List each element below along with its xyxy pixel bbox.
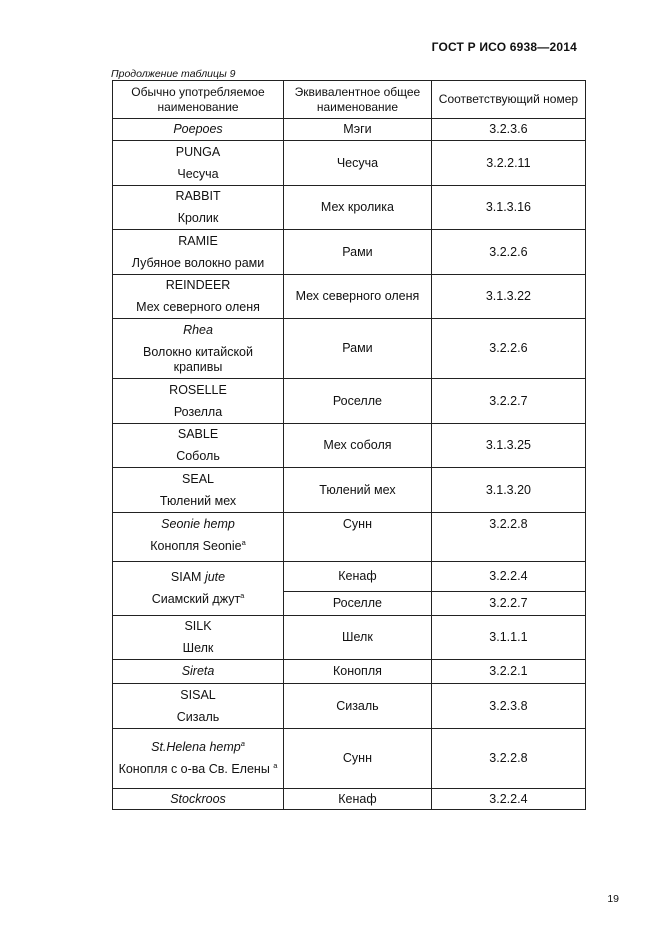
equivalent-name-cell: Чесуча (284, 141, 432, 186)
name-latin: Seonie hemp (161, 517, 235, 531)
equivalent-name-cell: Сунн (284, 513, 432, 562)
table-row (113, 119, 586, 141)
equivalent-name-cell: Рами (284, 319, 432, 379)
number-cell: 3.2.2.8 (431, 729, 585, 789)
common-name-cell (113, 186, 284, 230)
table-row (113, 789, 586, 810)
common-name-cell (113, 379, 284, 424)
name-latin: PUNGA (175, 144, 221, 159)
common-name-cell (113, 319, 284, 379)
number-cell: 3.1.1.1 (431, 616, 585, 660)
number-cell: 3.2.2.6 (431, 230, 585, 275)
number-cell: 3.2.3.8 (431, 684, 585, 729)
name-russian: Кролик (177, 211, 219, 225)
number-cell: 3.2.2.7 (431, 379, 585, 424)
number-cell: 3.2.3.6 (431, 119, 585, 141)
common-name-cell (113, 684, 284, 729)
name-russian: Шелк (182, 641, 214, 655)
common-name-cell (113, 468, 284, 513)
common-name-cell (113, 513, 284, 562)
common-name-cell (113, 424, 284, 468)
fiber-names-table (112, 80, 586, 810)
name-latin: RABBIT (175, 189, 221, 203)
equivalent-name-cell: Роселле (284, 592, 432, 616)
number-cell: 3.1.3.16 (431, 186, 585, 230)
common-name-cell (113, 141, 284, 186)
common-name-cell (113, 119, 284, 141)
common-name-cell (113, 616, 284, 660)
name-russian: Волокно китайской крапивы (143, 344, 253, 374)
equivalent-name-cell: Рами (284, 230, 432, 275)
number-cell: 3.1.3.20 (431, 468, 585, 513)
table-row (113, 729, 586, 789)
table-row (113, 660, 586, 684)
name-russian: Чесуча (177, 166, 219, 181)
equivalent-name-cell: Мех северного оленя (284, 275, 432, 319)
equivalent-name-cell: Шелк (284, 616, 432, 660)
name-latin: Poepoes (173, 122, 223, 136)
equivalent-name-cell: Мех соболя (284, 424, 432, 468)
name-russian: Лубяное волокно рами (131, 255, 265, 270)
name-latin: SEAL (182, 471, 214, 486)
page-number: 19 (607, 893, 619, 905)
common-name-cell (113, 275, 284, 319)
common-name-cell (113, 562, 284, 616)
common-name-cell (113, 660, 284, 684)
number-cell: 3.2.2.4 (431, 789, 585, 810)
name-latin-italic: jute (204, 570, 226, 584)
table-row (113, 513, 586, 562)
footnote-mark: а (240, 739, 245, 748)
name-latin: SILK (184, 619, 212, 633)
table-row (113, 141, 586, 186)
name-latin: REINDEER (165, 278, 231, 292)
table-row (113, 230, 586, 275)
table-row (113, 275, 586, 319)
name-latin: SISAL (180, 687, 216, 702)
name-russian: Розелла (173, 404, 223, 419)
name-latin: SIAM jute (170, 570, 226, 584)
equivalent-name-cell: Мех кролика (284, 186, 432, 230)
equivalent-name-cell: Кенаф (284, 562, 432, 592)
column-header-number: Соответствующий номер (431, 81, 585, 119)
name-russian: Сиамский джут$^а$ (151, 591, 245, 606)
equivalent-name-cell: Тюлений мех (284, 468, 432, 513)
name-latin: St.Helena hemp$^а$ (151, 739, 245, 754)
number-cell: 3.1.3.22 (431, 275, 585, 319)
equivalent-name-cell: Сизаль (284, 684, 432, 729)
table-header-row (113, 81, 586, 119)
standard-designation: ГОСТ Р ИСО 6938—2014 (431, 40, 577, 54)
common-name-cell (113, 789, 284, 810)
equivalent-name-cell: Мэги (284, 119, 432, 141)
name-russian: Сизаль (176, 709, 220, 724)
number-cell: 3.2.2.8 (431, 513, 585, 562)
number-cell: 3.2.2.6 (431, 319, 585, 379)
common-name-cell (113, 230, 284, 275)
table-row (113, 616, 586, 660)
table-row (113, 186, 586, 230)
number-cell: 3.2.2.4 (431, 562, 585, 592)
name-latin: Rhea (183, 322, 213, 337)
common-name-cell (113, 729, 284, 789)
footnote-mark: а (273, 761, 278, 770)
footnote-mark: а (241, 538, 246, 547)
name-latin: Sireta (181, 664, 215, 678)
name-latin: ROSELLE (169, 382, 227, 397)
name-latin: SABLE (177, 427, 219, 441)
name-russian: Тюлений мех (159, 493, 237, 508)
table-row (113, 319, 586, 379)
number-cell: 3.2.2.11 (431, 141, 585, 186)
name-russian: Конопля Seonie$^а$ (150, 538, 246, 553)
column-header-equivalent-name: Эквивалентное общее наименование (284, 81, 432, 119)
number-cell: 3.2.2.7 (431, 592, 585, 616)
table-row (113, 562, 586, 592)
column-header-common-name: Обычно употребляемое наименование (113, 81, 284, 119)
equivalent-name-cell: Роселле (284, 379, 432, 424)
table-row (113, 468, 586, 513)
table-row (113, 424, 586, 468)
name-latin: RAMIE (178, 233, 218, 248)
number-cell: 3.1.3.25 (431, 424, 585, 468)
table-caption: Продолжение таблицы 9 (111, 68, 236, 80)
footnote-mark: а (240, 591, 245, 600)
number-cell: 3.2.2.1 (431, 660, 585, 684)
name-latin: Stockroos (170, 791, 226, 806)
equivalent-name-cell: Конопля (284, 660, 432, 684)
table-row (113, 684, 586, 729)
equivalent-name-cell: Сунн (284, 729, 432, 789)
table-row (113, 379, 586, 424)
name-russian: Соболь (176, 449, 220, 463)
name-russian: Конопля с о-ва Св. Елены $^а$ (118, 761, 278, 776)
equivalent-name-cell: Кенаф (284, 789, 432, 810)
name-russian: Мех северного оленя (136, 300, 260, 314)
